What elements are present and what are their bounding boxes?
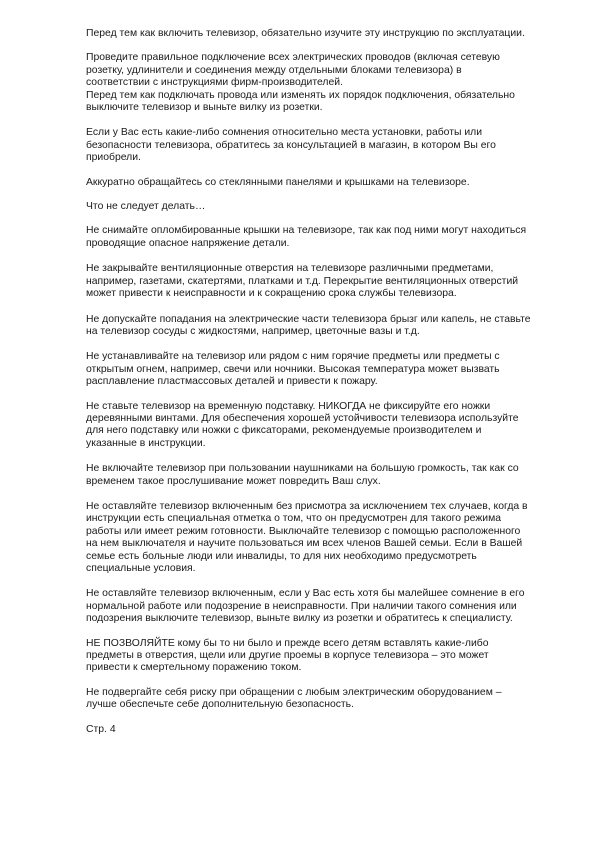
paragraph-safety: Не подвергайте себя риску при обращении с любым электрическим оборудованием – лучше обеспечьте себе дополнительную безопасность. [86,686,502,711]
paragraph-wiring: Проведите правильное подключение всех электрических проводов (включая сетевую розетку, удлинители и соединения между отдельными блоками телевизора) в соответствии с инструкциями фирм-производителей. Перед тем как подключать провода или изменять их порядок подключения, обязательно выключите телевизор и выньте вилку из розетки. [86,52,515,114]
paragraph-sealed-covers: Не снимайте опломбированные крышки на телевизоре, так как под ними могут находиться проводящие опасное напряжение детали. [86,225,527,249]
page-number: Стр. 4 [86,723,116,735]
paragraph-children-warning: НЕ ПОЗВОЛЯЙТЕ кому бы то ни было и прежде всего детям вставлять какие-либо предметы в отверстия, щели или другие проемы в корпусе телевизора – это может привести к смертельному поражению током. [86,637,489,674]
paragraph-headphones: Не включайте телевизор при пользовании наушниками на большую громкость, так как со временем такое прослушивание может повредить Ваш слух. [86,463,519,487]
paragraph-malfunction: Не оставляйте телевизор включенным, если у Вас есть хотя бы малейшее сомнение в его нормальной работе или подозрение в неисправности. При наличии такого сомнения или подозрения выключите телевизор, выньте вилку из розетки и обратитесь к специалисту. [86,588,525,625]
paragraph-installation-doubts: Если у Вас есть какие-либо сомнения относительно места установки, работы или безопасности телевизора, обратитесь за консультацией в магазин, в котором Вы его приобрели. [86,127,496,164]
paragraph-hot-objects: Не устанавливайте на телевизор или рядом с ним горячие предметы или предметы с открытым огнем, например, свечи или ночники. Высокая температура может вызвать расплавление пластмассовых деталей и привести к пожару. [86,351,500,388]
paragraph-liquids: Не допускайте попадания на электрические части телевизора брызг или капель, не ставьте на телевизор сосуды с жидкостями, например, цветочные вазы и т.д. [86,313,531,337]
paragraph-read-instructions: Перед тем как включить телевизор, обязательно изучите эту инструкцию по эксплуатации. [86,28,525,39]
paragraph-unattended: Не оставляйте телевизор включенным без присмотра за исключением тех случаев, когда в инструкции есть специальная отметка о том, что он предусмотрен для такого режима работы или имеет режим готовности. Выключайте телевизор с помощью расположенного на нем выключателя и научите пользоваться им всех членов Вашей семьи. Если в Вашей семье есть больные люди или инвалиды, то для них необходимо предусмотреть специальные условия. [86,500,528,574]
paragraph-glass-panels: Аккуратно обращайтесь со стеклянными панелями и крышками на телевизоре. [86,176,470,188]
paragraph-do-not-heading: Что не следует делать… [86,201,206,213]
paragraph-stand: Не ставьте телевизор на временную подставку. НИКОГДА не фиксируйте его ножки деревянными винтами. Для обеспечения хорошей устойчивости телевизора используйте для него подставку или ножки с фиксаторами, рекомендуемые производителем и указанные в инструкции. [86,400,519,449]
paragraph-ventilation: Не закрывайте вентиляционные отверстия на телевизоре различными предметами, например, газетами, скатертями, платками и т.д. Перекрытие вентиляционных отверстий может привести к неисправности и к сокращению срока службы телевизора. [86,263,519,300]
document-page [86,28,556,736]
